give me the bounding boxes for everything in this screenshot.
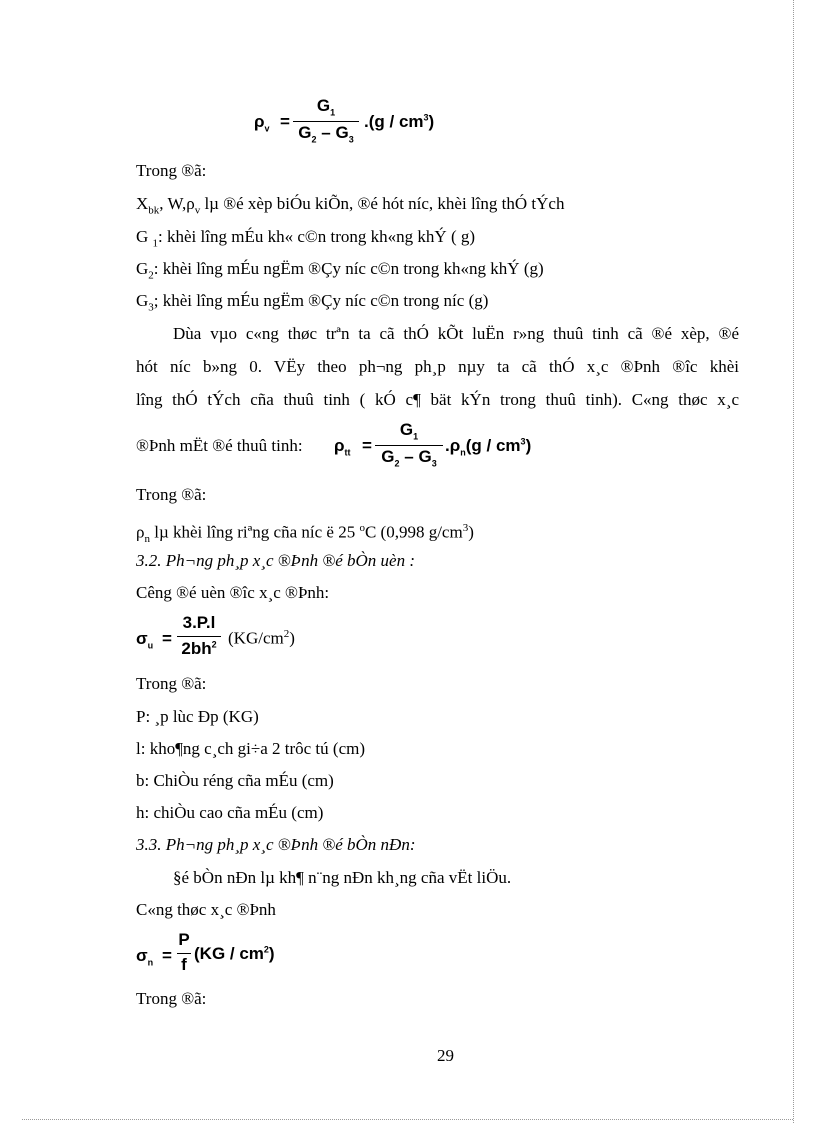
line-cuong-do: Cêng ®é uèn ®îc x¸c ®Þnh: bbox=[136, 583, 330, 602]
definition-h: h: chiÒu cao cña mÉu (cm) bbox=[136, 803, 324, 822]
definition-xbk: $X_{bk}$, $W,\rho_v$ lµ ®é xèp biÓu kiÕn, ®é hót níc, khèi lîng thÓ tÝch bbox=[136, 194, 565, 217]
line-cong-thuc: C«ng thøc x¸c ®Þnh bbox=[136, 900, 276, 919]
definition-g3: $G_3$; khèi lîng mÉu ngËm ®Çy níc c©n trong níc (g) bbox=[136, 291, 489, 314]
page-right-border bbox=[793, 0, 794, 1123]
page-number: 29 bbox=[437, 1046, 454, 1065]
trong-da-1: Trong ®ã: bbox=[136, 161, 207, 180]
definition-rho-n: $\rho_n$ lµ khèi lîng riªng cña níc ë 25 $^o$C (0,998 $g/cm^3$) bbox=[136, 522, 474, 546]
page-bottom-border bbox=[22, 1119, 793, 1120]
line-do-ben-nen: §é bÒn nÐn lµ kh¶ n¨ng nÐn kh¸ng cña vËt liÖu. bbox=[173, 868, 512, 887]
definition-g1: G $_1$: khèi lîng mÉu kh« c©n trong kh«ng khÝ ( g) bbox=[136, 227, 476, 250]
heading-3-2: 3.2. Ph¬ng ph¸p x¸c ®Þnh ®é bÒn uèn : bbox=[136, 551, 416, 570]
formula-bending-strength: $\sigma_u$ = 3.P.l $2bh^2$ $(KG/cm^2)$ bbox=[136, 613, 295, 658]
paragraph-line-2: hót níc b»ng 0. VËy theo ph¬ng ph¸p nµy ta cã thÓ x¸c ®Þnh ®îc khèi bbox=[136, 357, 739, 376]
trong-da-2: Trong ®ã: bbox=[136, 485, 207, 504]
formula-compressive-strength: $\sigma_n$ = P f $(KG / cm^2)$ bbox=[136, 930, 275, 974]
formula-bulk-density: $\rho_v$ = $G_1$ $G_2 - G_3$ $.(g / cm^3)$ bbox=[254, 96, 435, 145]
paragraph-line-3: lîng thÓ tÝch cña thuû tinh ( kÓ c¶ bät kÝn trong thuû tinh). C«ng thøc x¸c bbox=[136, 390, 739, 409]
trong-da-3: Trong ®ã: bbox=[136, 674, 207, 693]
heading-3-3: 3.3. Ph¬ng ph¸p x¸c ®Þnh ®é bÒn nÐn: bbox=[136, 835, 416, 854]
formula-glass-density: $\rho_{tt}$ = $G_1$ $G_2 - G_3$ $.\rho_n(g / cm^3)$ bbox=[334, 420, 532, 469]
definition-p: P: ¸p lùc Ðp (KG) bbox=[136, 707, 259, 726]
definition-g2: $G_2$: khèi lîng mÉu ngËm ®Çy níc c©n trong kh«ng khÝ (g) bbox=[136, 259, 544, 282]
definition-b: b: ChiÒu réng cña mÉu (cm) bbox=[136, 771, 334, 790]
paragraph-line-4: ®Þnh mËt ®é thuû tinh: bbox=[136, 436, 303, 455]
definition-l: l: kho¶ng c¸ch gi÷a 2 trôc tú (cm) bbox=[136, 739, 365, 758]
trong-da-4: Trong ®ã: bbox=[136, 989, 207, 1008]
paragraph-line-1: Dùa vµo c«ng thøc trªn ta cã thÓ kÕt luËn r»ng thuû tinh cã ®é xèp, ®é bbox=[173, 324, 739, 343]
